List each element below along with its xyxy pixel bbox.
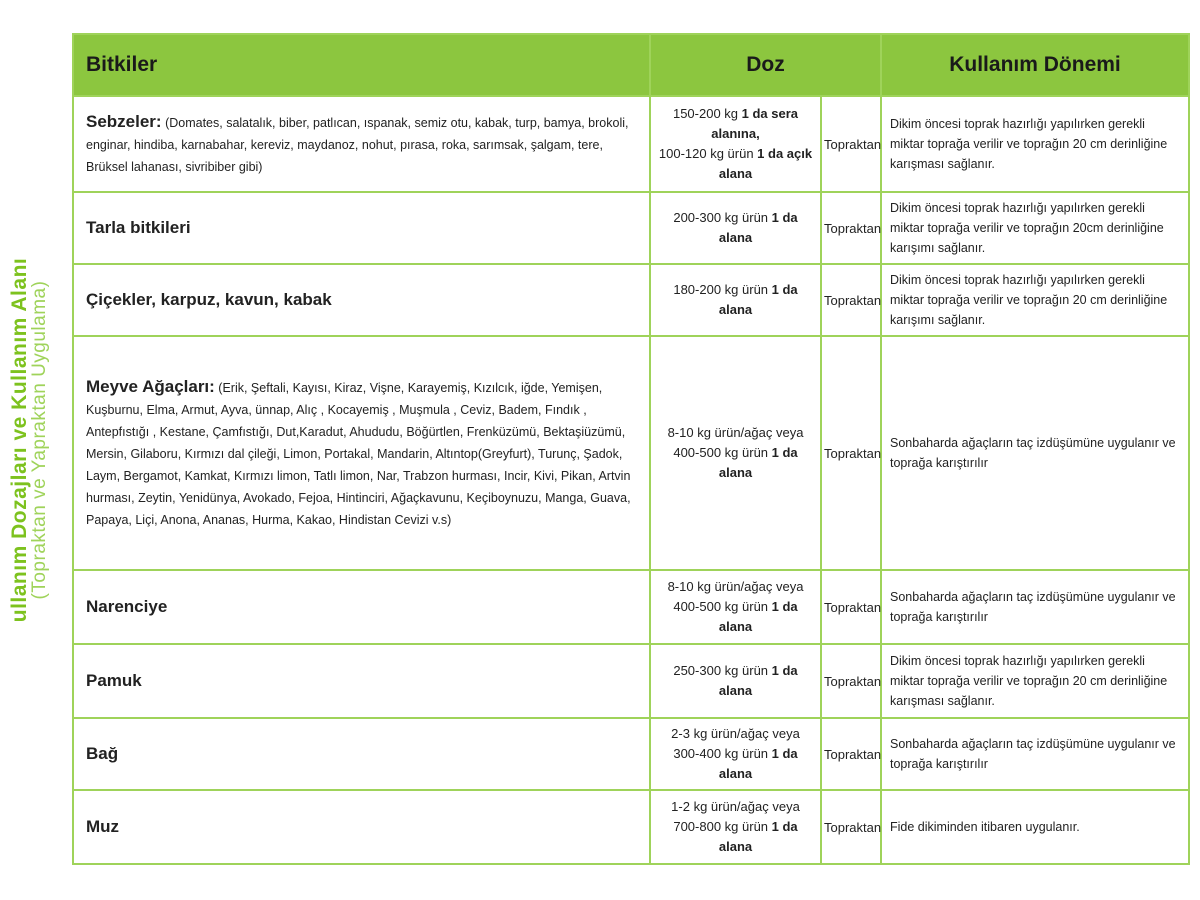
plant-name: Bağ: [86, 743, 119, 763]
dose-line-1: 1-2 kg ürün/ağaç veya: [671, 799, 800, 814]
method-cell: Topraktan: [821, 718, 881, 790]
description-cell: Dikim öncesi toprak hazırlığı yapılırken gerekli miktar toprağa verilir ve toprağın 20 cm derinliğine karışımı sağlanır.: [881, 264, 1189, 336]
description-cell: Dikim öncesi toprak hazırlığı yapılırken gerekli miktar toprağa verilir ve toprağın 20 cm derinliğine karışması sağlanır.: [881, 96, 1189, 192]
dose-line-1: 150-200 kg: [672, 106, 742, 121]
plant-name: Narenciye: [86, 596, 168, 616]
plant-name: Muz: [86, 816, 120, 836]
dose-line-2-bold: 1 da alana: [718, 445, 798, 480]
plant-name: Çiçekler, karpuz, kavun, kabak: [86, 289, 332, 309]
dose-cell: [650, 644, 821, 718]
plant-cell: [73, 644, 650, 718]
dose-cell: [650, 264, 821, 336]
dosage-table: [72, 33, 1190, 865]
dose-line-1: 250-300 kg ürün: [673, 663, 772, 678]
method-cell: Topraktan: [821, 790, 881, 864]
table-row: [73, 264, 1189, 336]
dose-line-2-bold: 1 da alana: [718, 746, 798, 781]
plant-cell: [73, 96, 650, 192]
method-cell: Topraktan: [821, 192, 881, 264]
dose-line-1: 8-10 kg ürün/ağaç veya: [667, 425, 804, 440]
dose-line-2: 400-500 kg ürün: [673, 599, 772, 614]
dose-line-1-bold: 1 da alana: [718, 210, 798, 245]
plant-name: Tarla bitkileri: [86, 217, 191, 237]
header-plants: Bitkiler: [73, 34, 650, 96]
plant-cell: [73, 336, 650, 570]
plant-list: (Domates, salatalık, biber, patlıcan, ıspanak, semiz otu, kabak, turp, bamya, brokoli, enginar, hindiba, karnabahar, kereviz, maydanoz, nohut, pırasa, roka, sarımsak, şalgam, tere, Brüksel lahanası, sivribiber gibi): [86, 115, 629, 174]
method-cell: Topraktan: [821, 264, 881, 336]
plant-cell: [73, 264, 650, 336]
dose-line-2: 100-120 kg ürün: [658, 146, 758, 161]
plant-cell: [73, 790, 650, 864]
table-row: [73, 718, 1189, 790]
plant-list: (Erik, Şeftali, Kayısı, Kiraz, Vişne, Karayemiş, Kızılcık, iğde, Yemişen, Kuşburnu, Elma, Armut, Ayva, ünnap, Alıç , Kocayemiş , Muşmula , Ceviz, Badem, Fındık , Antepfıstığı , Kestane, Çamfıstığı, Dut,Karadut, Ahududu, Böğürtlen, Frenküzümü, Bektaşiüzümü, Mersin, Gilaboru, Kırmızı dal çileği, Limon, Portakal, Mandarin, Altıntop(Greyfurt), Turunç, Şadok, Laym, Bergamot, Kamkat, Kırmızı limon, Tatlı limon, Nar, Trabzon hurması, Incir, Kivi, Pikan, Artvin hurması, Zeytin, Yenidünya, Avokado, Fejoa, Hintinciri, Ağaçkavunu, Keçiboynuzu, Manga, Guava, Papaya, Liçi, Anona, Ananas, Hurma, Kakao, Hindistan Cevizi v.s): [86, 380, 631, 527]
dose-line-2-bold: 1 da alana: [718, 599, 798, 634]
dose-cell: [650, 570, 821, 644]
method-cell: Topraktan: [821, 570, 881, 644]
dose-line-2: 700-800 kg ürün: [673, 819, 772, 834]
dose-line-2-bold: 1 da alana: [718, 819, 798, 854]
plant-name: Pamuk: [86, 670, 142, 690]
description-cell: Dikim öncesi toprak hazırlığı yapılırken gerekli miktar toprağa verilir ve toprağın 20 cm derinliğine karışması sağlanır.: [881, 644, 1189, 718]
method-cell: Topraktan: [821, 336, 881, 570]
plant-cell: [73, 192, 650, 264]
dose-cell: [650, 718, 821, 790]
table-row: [73, 644, 1189, 718]
dose-line-1: 180-200 kg ürün: [673, 282, 772, 297]
dose-line-1: 2-3 kg ürün/ağaç veya: [671, 726, 800, 741]
description-cell: Fide dikiminden itibaren uygulanır.: [881, 790, 1189, 864]
description-cell: Sonbaharda ağaçların taç izdüşümüne uygulanır ve toprağa karıştırılır: [881, 336, 1189, 570]
header-dose: Doz: [650, 34, 881, 96]
header-period: Kullanım Dönemi: [881, 34, 1189, 96]
dose-line-2: 300-400 kg ürün: [673, 746, 772, 761]
dose-line-2-bold: 1 da açık alana: [718, 146, 813, 181]
plant-cell: [73, 570, 650, 644]
dose-cell: [650, 790, 821, 864]
dose-line-1-bold: 1 da alana: [718, 282, 798, 317]
side-title-sub: (Topraktan ve Yapraktan Uygulama): [29, 280, 50, 600]
side-title-main: ullanım Dozajları ve Kullanım Alanı: [8, 257, 31, 623]
dose-line-1: 200-300 kg ürün: [673, 210, 772, 225]
dose-line-1-bold: 1 da sera alanına,: [711, 106, 799, 141]
dose-line-1-bold: 1 da alana: [718, 663, 798, 698]
table-row: [73, 790, 1189, 864]
table-row: [73, 570, 1189, 644]
table-row: [73, 192, 1189, 264]
plant-name: Meyve Ağaçları:: [86, 376, 215, 396]
plant-name: Sebzeler:: [86, 111, 162, 131]
dose-line-1: 8-10 kg ürün/ağaç veya: [667, 579, 804, 594]
method-cell: Topraktan: [821, 644, 881, 718]
plant-cell: [73, 718, 650, 790]
table-row: [73, 96, 1189, 192]
side-title: [0, 0, 60, 900]
method-cell: Topraktan: [821, 96, 881, 192]
dose-cell: [650, 336, 821, 570]
description-cell: Sonbaharda ağaçların taç izdüşümüne uygulanır ve toprağa karıştırılır: [881, 718, 1189, 790]
table-row: [73, 336, 1189, 570]
dose-cell: [650, 96, 821, 192]
table-header-row: [73, 34, 1189, 96]
description-cell: Sonbaharda ağaçların taç izdüşümüne uygulanır ve toprağa karıştırılır: [881, 570, 1189, 644]
description-cell: Dikim öncesi toprak hazırlığı yapılırken gerekli miktar toprağa verilir ve toprağın 20cm derinliğine karışımı sağlanır.: [881, 192, 1189, 264]
dose-line-2: 400-500 kg ürün: [673, 445, 772, 460]
dose-cell: [650, 192, 821, 264]
